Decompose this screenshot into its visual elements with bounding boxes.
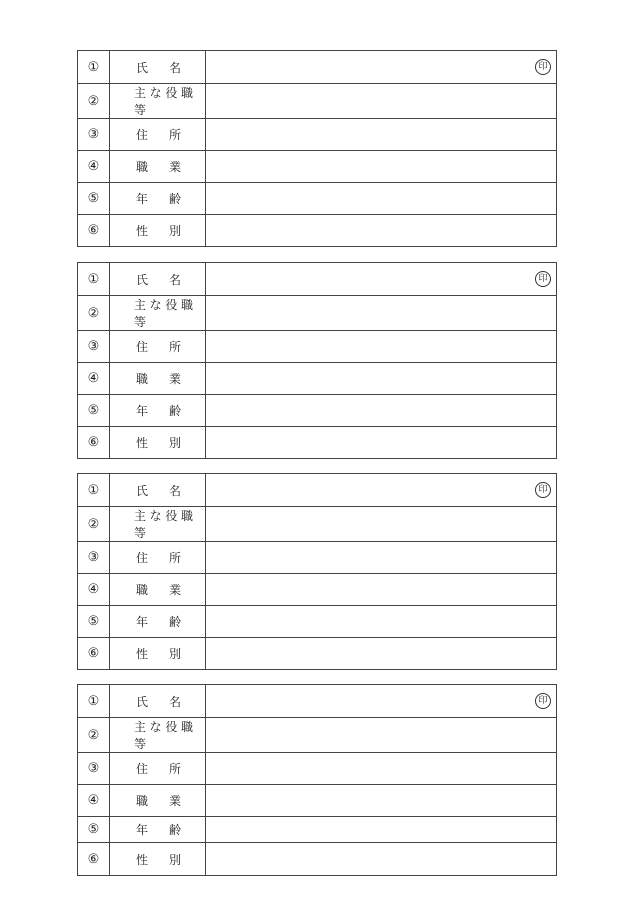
name-field[interactable] (206, 685, 557, 718)
member-form-block-1 (77, 50, 557, 247)
form-row-age (78, 183, 557, 215)
form-row-address (78, 542, 557, 574)
row-number: ③ (78, 119, 110, 151)
member-form-block-4 (77, 684, 557, 876)
member-form-block-2 (77, 262, 557, 459)
form-row-name (78, 51, 557, 84)
form-row-occupation (78, 574, 557, 606)
gender-field[interactable] (206, 843, 557, 876)
row-number: ② (78, 507, 110, 542)
occupation-field[interactable] (206, 785, 557, 817)
occupation-field[interactable] (206, 574, 557, 606)
row-number: ⑥ (78, 638, 110, 670)
member-form-block-3 (77, 473, 557, 670)
label-gender: 性 別 (110, 843, 206, 876)
row-number: ① (78, 263, 110, 296)
label-position: 主な役職等 (110, 507, 206, 542)
address-field[interactable] (206, 119, 557, 151)
form-row-position (78, 507, 557, 542)
position-field[interactable] (206, 296, 557, 331)
form-row-age (78, 817, 557, 843)
form-row-position (78, 296, 557, 331)
form-row-age (78, 606, 557, 638)
seal-mark: 印 (535, 59, 551, 75)
row-number: ⑥ (78, 427, 110, 459)
row-number: ④ (78, 363, 110, 395)
row-number: ⑤ (78, 817, 110, 843)
row-number: ⑥ (78, 843, 110, 876)
label-name: 氏 名 (110, 51, 206, 84)
row-number: ① (78, 51, 110, 84)
form-row-age (78, 395, 557, 427)
row-number: ② (78, 718, 110, 753)
row-number: ④ (78, 151, 110, 183)
form-row-address (78, 331, 557, 363)
label-address: 住 所 (110, 119, 206, 151)
label-age: 年 齢 (110, 606, 206, 638)
label-occupation: 職 業 (110, 785, 206, 817)
form-row-position (78, 718, 557, 753)
position-field[interactable] (206, 507, 557, 542)
seal-mark: 印 (535, 693, 551, 709)
row-number: ⑥ (78, 215, 110, 247)
label-occupation: 職 業 (110, 151, 206, 183)
form-row-gender (78, 215, 557, 247)
form-row-occupation (78, 363, 557, 395)
label-gender: 性 別 (110, 638, 206, 670)
row-number: ⑤ (78, 183, 110, 215)
label-position: 主な役職等 (110, 84, 206, 119)
row-number: ① (78, 474, 110, 507)
label-age: 年 齢 (110, 817, 206, 843)
occupation-field[interactable] (206, 151, 557, 183)
row-number: ③ (78, 753, 110, 785)
gender-field[interactable] (206, 215, 557, 247)
row-number: ④ (78, 574, 110, 606)
row-number: ① (78, 685, 110, 718)
form-row-address (78, 119, 557, 151)
label-occupation: 職 業 (110, 574, 206, 606)
label-position: 主な役職等 (110, 718, 206, 753)
row-number: ④ (78, 785, 110, 817)
position-field[interactable] (206, 718, 557, 753)
form-row-position (78, 84, 557, 119)
row-number: ⑤ (78, 395, 110, 427)
position-field[interactable] (206, 84, 557, 119)
label-name: 氏 名 (110, 474, 206, 507)
address-field[interactable] (206, 542, 557, 574)
gender-field[interactable] (206, 427, 557, 459)
form-row-name (78, 263, 557, 296)
form-row-gender (78, 638, 557, 670)
label-position: 主な役職等 (110, 296, 206, 331)
row-number: ③ (78, 542, 110, 574)
address-field[interactable] (206, 331, 557, 363)
seal-mark: 印 (535, 482, 551, 498)
row-number: ⑤ (78, 606, 110, 638)
form-row-gender (78, 843, 557, 876)
label-occupation: 職 業 (110, 363, 206, 395)
name-field[interactable] (206, 263, 557, 296)
label-age: 年 齢 (110, 395, 206, 427)
name-field[interactable] (206, 474, 557, 507)
occupation-field[interactable] (206, 363, 557, 395)
label-gender: 性 別 (110, 427, 206, 459)
label-age: 年 齢 (110, 183, 206, 215)
label-address: 住 所 (110, 542, 206, 574)
form-row-gender (78, 427, 557, 459)
row-number: ③ (78, 331, 110, 363)
name-field[interactable] (206, 51, 557, 84)
form-row-name (78, 474, 557, 507)
label-address: 住 所 (110, 331, 206, 363)
form-row-occupation (78, 151, 557, 183)
age-field[interactable] (206, 817, 557, 843)
age-field[interactable] (206, 183, 557, 215)
address-field[interactable] (206, 753, 557, 785)
label-address: 住 所 (110, 753, 206, 785)
form-row-name (78, 685, 557, 718)
label-name: 氏 名 (110, 685, 206, 718)
label-name: 氏 名 (110, 263, 206, 296)
seal-mark: 印 (535, 271, 551, 287)
form-row-address (78, 753, 557, 785)
age-field[interactable] (206, 395, 557, 427)
age-field[interactable] (206, 606, 557, 638)
row-number: ② (78, 84, 110, 119)
form-row-occupation (78, 785, 557, 817)
gender-field[interactable] (206, 638, 557, 670)
label-gender: 性 別 (110, 215, 206, 247)
row-number: ② (78, 296, 110, 331)
